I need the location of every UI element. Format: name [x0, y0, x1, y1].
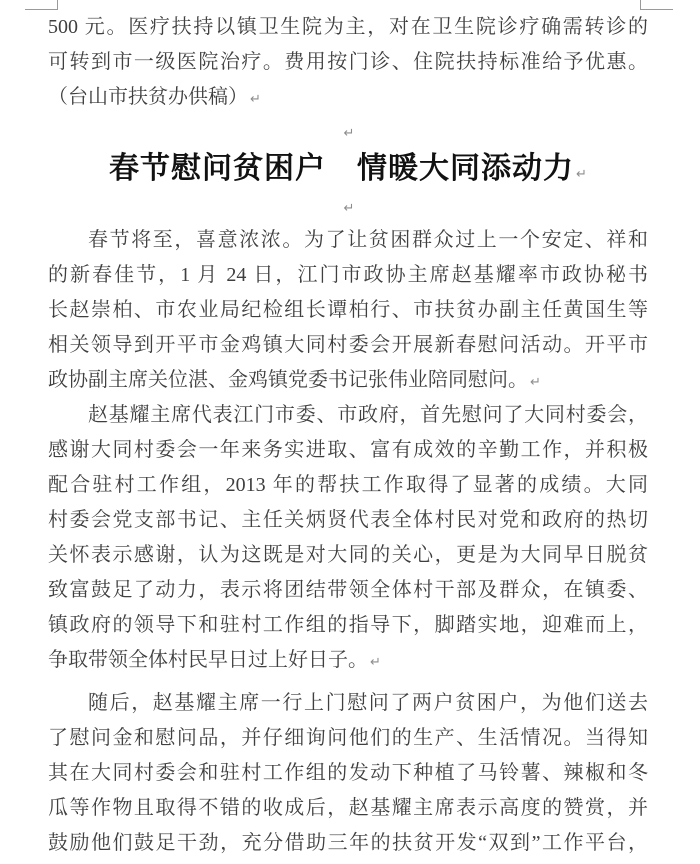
empty-paragraph [48, 190, 648, 223]
text-line [48, 468, 648, 503]
text-line [48, 686, 648, 721]
text-line [48, 328, 648, 363]
text-line [48, 643, 648, 678]
text-line-content: 鼓励他们鼓足干劲，充分借助三年的扶贫开发“双到”工作平台， [48, 832, 648, 854]
text-line-content: 春节将至，喜意浓浓。为了让贫困群众过上一个安定、祥和 [88, 229, 648, 251]
text-line [48, 223, 648, 258]
text-line [48, 45, 648, 80]
text-line-content: 镇政府的领导下和驻村工作组的指导下，脚踏实地，迎难而上， [48, 614, 648, 636]
text-line-content: 感谢大同村委会一年来务实进取、富有成效的辛勤工作，并积极 [48, 439, 648, 461]
document-content [48, 10, 648, 861]
text-boundary-mark-left [25, 0, 58, 10]
paragraph-mark-icon: ↵ [250, 92, 261, 107]
text-line [48, 756, 648, 791]
text-line [48, 363, 648, 398]
text-line-content: 关怀表示感谢，认为这既是对大同的关心，更是为大同早日脱贫 [48, 544, 648, 566]
paragraph-mark-icon: ↵ [343, 126, 355, 141]
text-line [48, 10, 648, 45]
text-line-content: 争取带领全体村民早日过上好日子。 [48, 649, 368, 671]
document-title [48, 148, 648, 190]
text-line [48, 721, 648, 756]
text-line [48, 258, 648, 293]
document-title-text: 春节慰问贫困户 情暖大同添动力 [109, 152, 575, 185]
text-line-content: 随后，赵基耀主席一行上门慰问了两户贫困户，为他们送去 [88, 692, 648, 714]
text-line-content: 其在大同村委会和驻村工作组的发动下种植了马铃薯、辣椒和冬 [48, 762, 648, 784]
text-line [48, 433, 648, 468]
text-line-content: 致富鼓足了动力，表示将团结带领全体村干部及群众，在镇委、 [48, 579, 648, 601]
text-line [48, 608, 648, 643]
text-line-content: 配合驻村工作组，2013 年的帮扶工作取得了显著的成绩。大同 [48, 474, 648, 496]
paragraph-mark-icon: ↵ [370, 655, 381, 670]
text-line-content: 的新春佳节，1 月 24 日，江门市政协主席赵基耀率市政协秘书 [48, 264, 648, 286]
text-line-content: 政协副主席关位湛、金鸡镇党委书记张伟业陪同慰问。 [48, 369, 528, 391]
text-line [48, 503, 648, 538]
text-line-content: 相关领导到开平市金鸡镇大同村委会开展新春慰问活动。开平市 [48, 334, 648, 356]
paragraph-mark-icon: ↵ [343, 201, 355, 216]
paragraph [48, 10, 648, 115]
empty-paragraph [48, 115, 648, 148]
paragraph [48, 686, 648, 861]
paragraph [48, 398, 648, 678]
text-line-content: 村委会党支部书记、主任关炳贤代表全体村民对党和政府的热切 [48, 509, 648, 531]
text-line-content: 瓜等作物且取得不错的收成后，赵基耀主席表示高度的赞赏，并 [48, 797, 648, 819]
paragraph-mark-icon: ↵ [576, 167, 587, 182]
text-line [48, 80, 648, 115]
text-line [48, 791, 648, 826]
text-line [48, 573, 648, 608]
text-line-content: 赵基耀主席代表江门市委、市政府，首先慰问了大同村委会， [88, 404, 648, 426]
text-line-content: 可转到市一级医院治疗。费用按门诊、住院扶持标准给予优惠。 [48, 51, 648, 73]
text-line [48, 398, 648, 433]
text-line [48, 538, 648, 573]
text-boundary-mark-right [640, 0, 673, 10]
paragraph-mark-icon: ↵ [530, 375, 541, 390]
text-line [48, 826, 648, 861]
text-line-content: 了慰问金和慰问品，并仔细询问他们的生产、生活情况。当得知 [48, 727, 648, 749]
text-line-content: 长赵崇柏、市农业局纪检组长谭柏行、市扶贫办副主任黄国生等 [48, 299, 648, 321]
text-line-content: 500 元。医疗扶持以镇卫生院为主，对在卫生院诊疗确需转诊的 [48, 16, 648, 38]
paragraph [48, 223, 648, 398]
text-line-content: （台山市扶贫办供稿） [48, 86, 248, 108]
text-line [48, 293, 648, 328]
